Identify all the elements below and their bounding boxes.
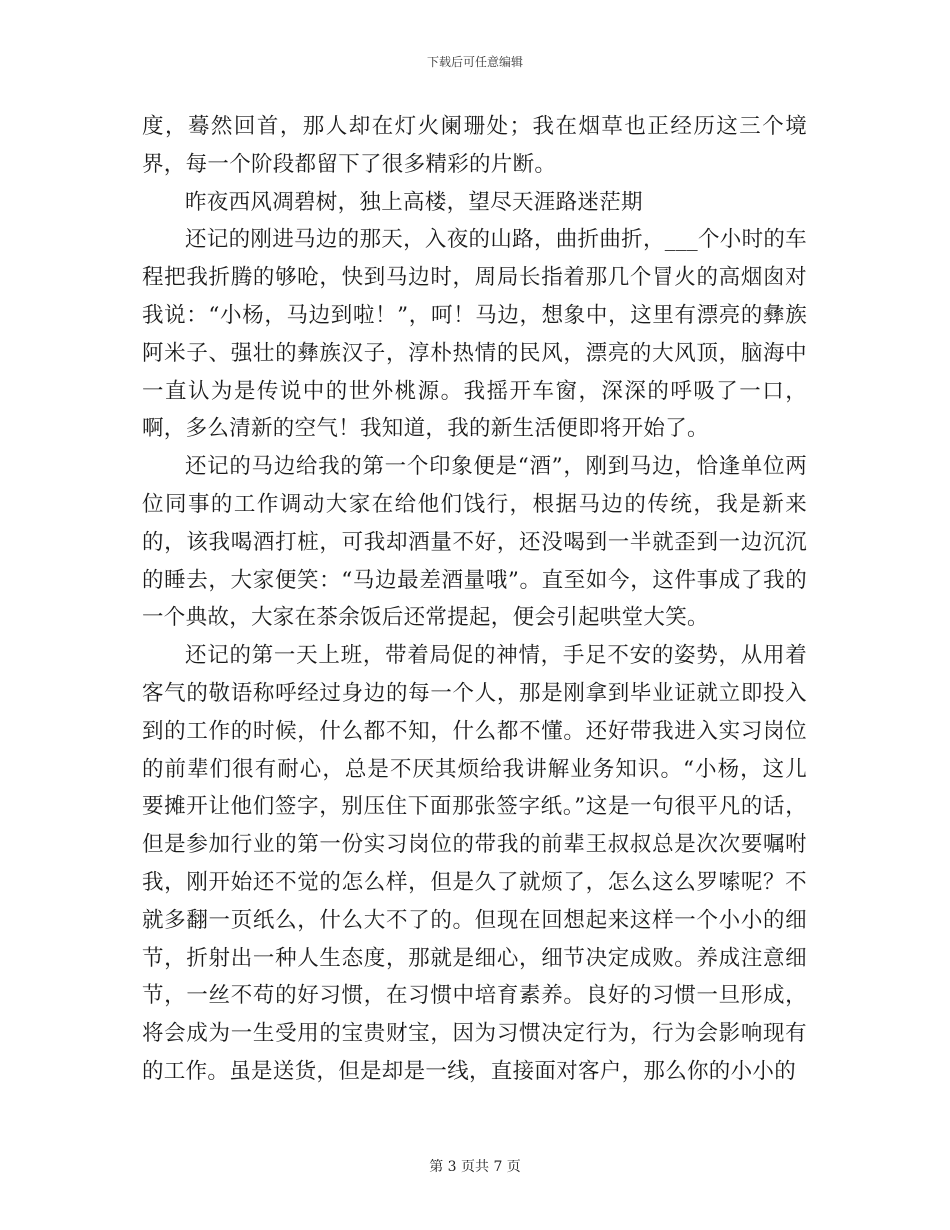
paragraph: 还记的第一天上班，带着局促的神情，手足不安的姿势，从用着客气的敬语称呼经过身边的每一个人，那是刚拿到毕业证就立即投入到的工作的时候，什么都不知，什么都不懂。还好带我进入实习岗位的前辈们很有耐心，总是不厌其烦给我讲解业务知识。“小杨，这儿要摊开让他们签字，别压住下面那张签字纸。”这是一句很平凡的话，但是参加行业的第一份实习岗位的带我的前辈王叔叔总是次次要嘱咐我，刚开始还不觉的怎么样，但是久了就烦了，怎么这么罗嗦呢？不就多翻一页纸么，什么大不了的。但现在回想起来这样一个小小的细节，折射出一种人生态度，那就是细心，细节决定成败。养成注意细节，一丝不苟的好习惯，在习惯中培育素养。良好的习惯一旦形成，将会成为一生受用的宝贵财宝，因为习惯决定行为，行为会影响现有的工作。虽是送货，但是却是一线，直接面对客户，那么你的小小的 (142, 643, 807, 1084)
section-heading: 昨夜西风凋碧树，独上高楼，望尽天涯路迷茫期 (185, 189, 643, 215)
page-header: 下载后可任意编辑 (426, 55, 523, 69)
document-body (142, 108, 807, 1091)
page-number: 第 3 页共 7 页 (429, 1159, 521, 1175)
paragraph: 还记的马边给我的第一个印象便是“酒”，刚到马边，恰逢单位两位同事的工作调动大家在给他们饯行，根据马边的传统，我是新来的，该我喝酒打桩，可我却酒量不好，还没喝到一半就歪到一边沉沉的睡去，大家便笑：“马边最差酒量哦”。直至如今，这件事成了我的一个典故，大家在茶余饭后还常提起，便会引起哄堂大笑。 (142, 454, 807, 631)
paragraph-continuation: 度，蓦然回首，那人却在灯火阑珊处；我在烟草也正经历这三个境界，每一个阶段都留下了很多精彩的片断。 (142, 114, 807, 177)
paragraph: 还记的刚进马边的那天，入夜的山路，曲折曲折，___个小时的车程把我折腾的够呛，快到马边时，周局长指着那几个冒火的高烟囱对我说：“小杨，马边到啦！”，呵！马边，想象中，这里有漂亮的彝族阿米子、强壮的彝族汉子，淳朴热情的民风，漂亮的大风顶，脑海中一直认为是传说中的世外桃源。我摇开车窗，深深的呼吸了一口，啊，多么清新的空气！我知道，我的新生活便即将开始了。 (142, 227, 807, 442)
